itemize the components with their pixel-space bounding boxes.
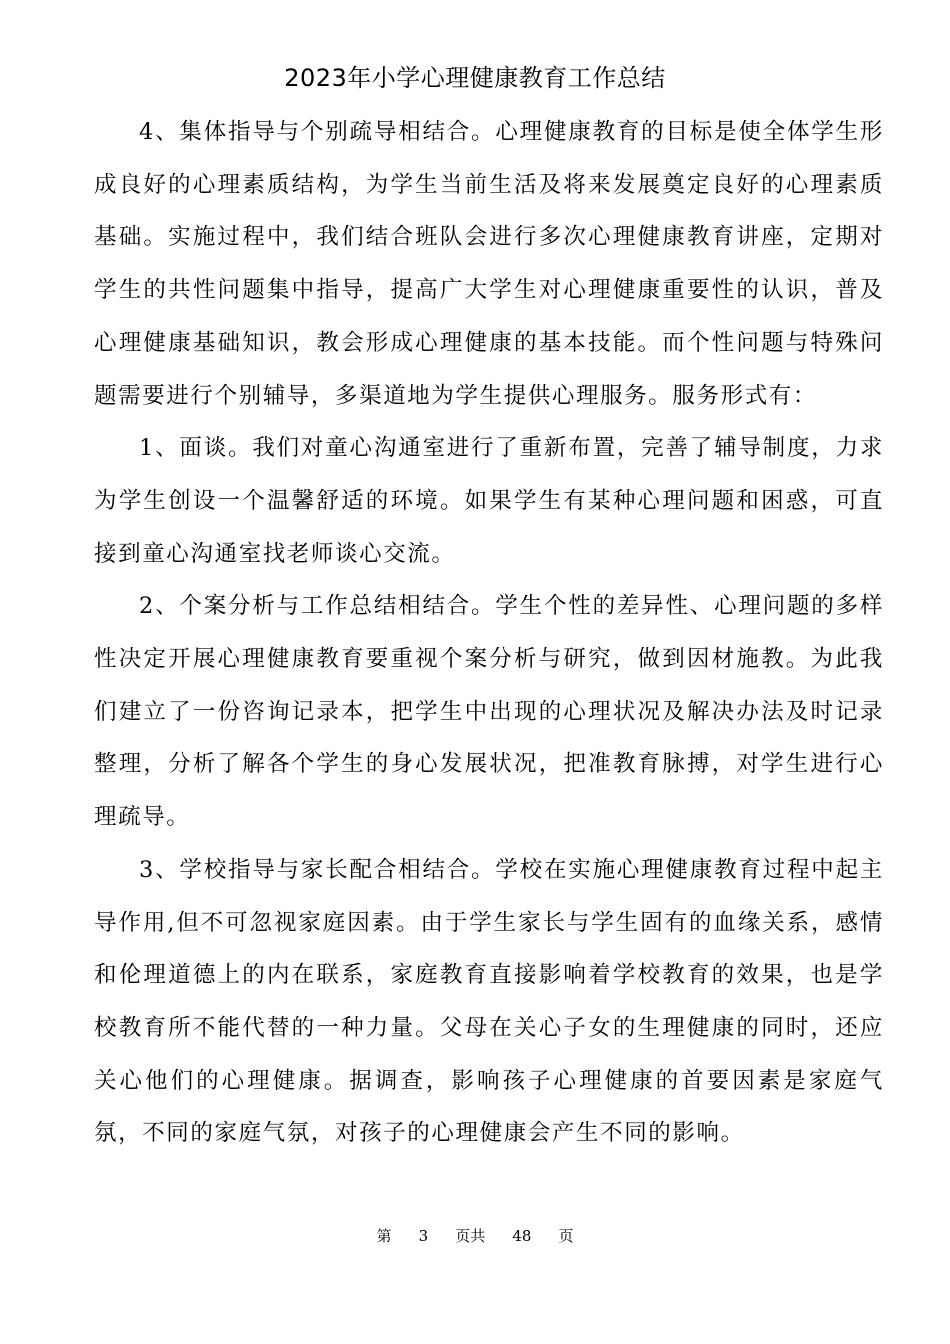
footer-total-pages: 48 [512,1227,532,1245]
paragraph-face-to-face-talk: 1、面谈。我们对童心沟通室进行了重新布置，完善了辅导制度，力求为学生创设一个温馨舒适的环境。如果学生有某种心理问题和困惑，可直接到童心沟通室找老师谈心交流。 [94,435,884,567]
paragraph-case-analysis: 2、个案分析与工作总结相结合。学生个性的差异性、心理问题的多样性决定开展心理健康教育要重视个案分析与研究，做到因材施教。为此我们建立了一份咨询记录本，把学生中出现的心理状况及解决办法及时记录整理，分析了解各个学生的身心发展状况，把准教育脉搏，对学生进行心理疏导。 [94,593,884,831]
paragraph-collective-guidance: 4、集体指导与个别疏导相结合。心理健康教育的目标是使全体学生形成良好的心理素质结构，为学生当前生活及将来发展奠定良好的心理素质基础。实施过程中，我们结合班队会进行多次心理健康教育讲座，定期对学生的共性问题集中指导，提高广大学生对心理健康重要性的认识，普及心理健康基础知识，教会形成心理健康的基本技能。而个性问题与特殊问题需要进行个别辅导，多渠道地为学生提供心理服务。服务形式有： [94,119,884,409]
paragraph-school-parent-cooperation: 3、学校指导与家长配合相结合。学校在实施心理健康教育过程中起主导作用,但不可忽视家庭因素。由于学生家长与学生固有的血缘关系，感情和伦理道德上的内在联系，家庭教育直接影响着学校教育的效果，也是学校教育所不能代替的一种力量。父母在关心子女的生理健康的同时，还应关心他们的心理健康。据调查，影响孩子心理健康的首要因素是家庭气氛，不同的家庭气氛，对孩子的心理健康会产生不同的影响。 [94,856,884,1147]
document-body [94,106,884,1160]
footer-page-suffix: 页 [558,1227,574,1245]
document-title: 2023年小学心理健康教育工作总结 [284,64,666,92]
page-footer [0,1224,950,1248]
footer-page-middle: 页共 [455,1227,486,1245]
footer-page-number: 3 [418,1227,429,1245]
footer-page-prefix: 第 [376,1227,392,1245]
